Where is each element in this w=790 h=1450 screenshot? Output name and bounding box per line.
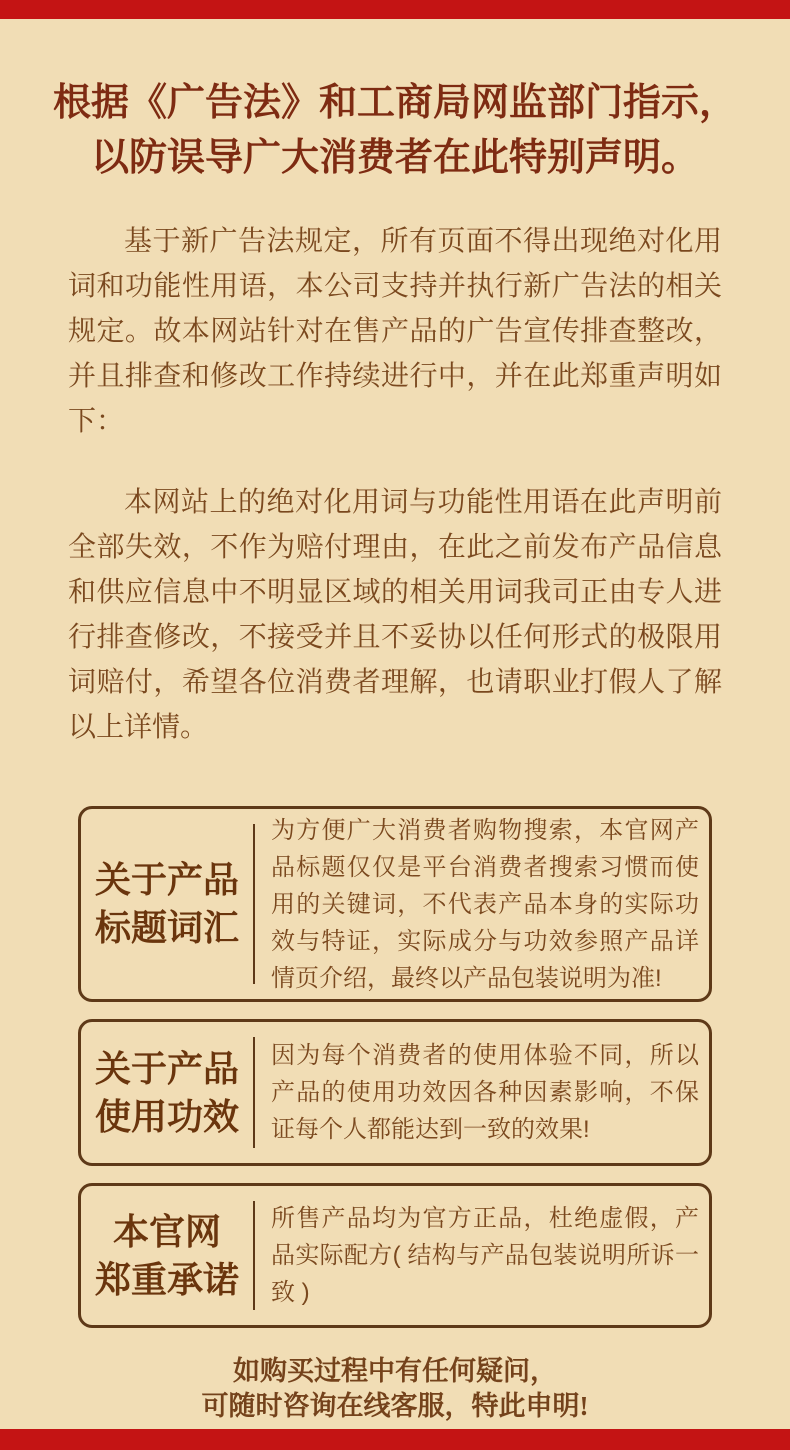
notice-box-product-title-keywords: [78, 806, 712, 1002]
notice-box-body: [255, 1022, 709, 1163]
footer-note-line-1: 如购买过程中有任何疑问，: [233, 1356, 557, 1386]
notice-box-label-line-1: 关于产品: [94, 860, 239, 900]
statement-paragraph-1: 基于新广告法规定，所有页面不得出现绝对化用词和功能性用语，本公司支持并执行新广告法的相关规定。故本网站针对在售产品的广告宣传排查整改，并且排查和修改工作持续进行中，并在此郑重声明如下：: [68, 226, 722, 437]
notice-box-body-text: 因为每个消费者的使用体验不同，所以产品的使用功效因各种因素影响，不保证每个人都能达到一致的效果!: [271, 1042, 699, 1143]
notice-box-list: [78, 806, 712, 1328]
notice-box-body-text: 为方便广大消费者购物搜索，本官网产品标题仅仅是平台消费者搜索习惯而使用的关键词，不代表产品本身的实际功效与特证，实际成分与功效参照产品详情页介绍，最终以产品包装说明为准!: [271, 816, 699, 992]
notice-box-label-line-1: 关于产品: [94, 1048, 239, 1089]
notice-box-label-line-2: 使用功效: [94, 1096, 239, 1137]
notice-box-official-promise: [78, 1183, 712, 1328]
page-title-line-1: 根据《广告法》和工商局网监部门指示，: [52, 82, 737, 124]
notice-box-body-text: 所售产品均为官方正品，杜绝虚假，产品实际配方( 结构与产品包装说明所诉一致 ): [271, 1205, 699, 1306]
footer-note-line-2: 可随时咨询在线客服，特此申明!: [201, 1391, 589, 1421]
notice-box-product-effects: [78, 1019, 712, 1166]
notice-box-label-line-2: 标题词汇: [94, 908, 239, 948]
notice-box-body: [255, 1186, 709, 1325]
page-title-line-2: 以防误导广大消费者在此特别声明。: [90, 137, 699, 179]
top-red-bar: [0, 0, 790, 19]
notice-box-label: [81, 1186, 253, 1325]
notice-box-label-line-1: 本官网: [112, 1211, 221, 1252]
notice-box-label-line-2: 郑重承诺: [94, 1259, 239, 1300]
notice-box-label: [81, 809, 253, 999]
bottom-red-bar: [0, 1429, 790, 1450]
notice-box-body: [255, 809, 709, 999]
statement-paragraph-2: 本网站上的绝对化用词与功能性用语在此声明前全部失效，不作为赔付理由，在此之前发布产品信息和供应信息中不明显区域的相关用词我司正由专人进行排查修改，不接受并且不妥协以任何形式的极限用词赔付，希望各位消费者理解，也请职业打假人了解以上详情。: [68, 487, 722, 743]
page-title: [30, 76, 760, 186]
footer-note: [0, 1354, 790, 1424]
notice-box-label: [81, 1022, 253, 1163]
